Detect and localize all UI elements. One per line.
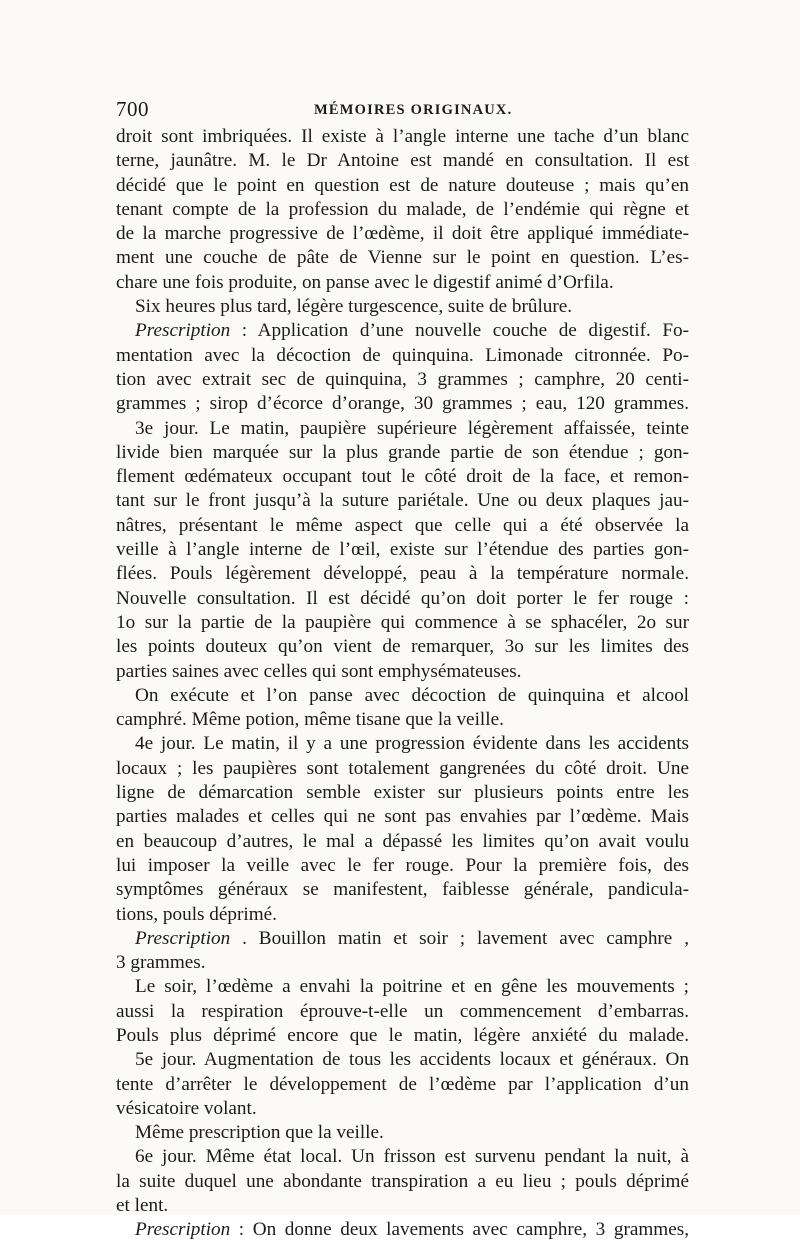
text-line: Prescription : Application d’une nouvelle couche de digestif. Fo- [135,320,689,342]
prescription-label: Prescription [135,1219,231,1241]
text-line: tenant compte de la profession du malade, de l’endémie qui règne et [116,198,689,220]
text-line: Prescription : On donne deux lavements avec camphre, 3 grammes, [135,1219,689,1241]
text-line: tions, pouls déprimé. [116,903,277,925]
text-line: lui imposer la veille avec le fer rouge. Pour la première fois, des [116,854,689,876]
text-line: Six heures plus tard, légère turgescence, suite de brûlure. [135,296,573,318]
text-line: 1o sur la partie de la paupière qui commence à se sphacéler, 2o sur [116,611,689,633]
text-line: et lent. [116,1195,169,1217]
text-line: locaux ; les paupières sont totalement gangrenées du côté droit. Une [116,757,689,779]
text-line: grammes ; sirop d’écorce d’orange, 30 grammes ; eau, 120 grammes. [116,393,689,415]
text-line: mentation avec la décoction de quinquina. Limonade citronnée. Po- [116,344,689,366]
text-line: 3 grammes. [116,952,206,974]
running-title: MÉMOIRES ORIGINAUX. [314,102,513,118]
text-line: vésicatoire volant. [116,1097,257,1119]
text-line: tant sur le front jusqu’à la suture pariétale. Une ou deux plaques jau- [116,490,689,512]
text-line: en beaucoup d’autres, le mal a dépassé les limites qu’on avait voulu [116,830,689,852]
text-line: Le soir, l’œdème a envahi la poitrine et en gêne les mouvements ; [135,976,689,998]
text-line: 6e jour. Même état local. Un frisson est survenu pendant la nuit, à [135,1146,689,1168]
text-line: camphré. Même potion, même tisane que la veille. [116,709,504,731]
prescription-label: Prescription [135,320,231,342]
text-line: veille à l’angle interne de l’œil, existe sur l’étendue des parties gon- [116,539,689,561]
page-header [116,97,688,123]
text-line: droit sont imbriquées. Il existe à l’angle interne une tache d’un blanc [116,126,689,147]
text-line: 4e jour. Le matin, il y a une progression évidente dans les accidents [135,733,689,755]
text-line: terne, jaunâtre. M. le Dr Antoine est mandé en consultation. Il est [116,150,689,172]
text-line: ment une couche de pâte de Vienne sur le point en question. L’es- [116,247,689,269]
text-line: parties malades et celles qui ne sont pas envahies par l’œdème. Mais [116,806,689,828]
text-line: aussi la respiration éprouve-t-elle un commencement d’embarras. [116,1000,689,1022]
text-line: les points douteux qu’on vient de remarquer, 3o sur les limites des [116,636,689,658]
text-line: décidé que le point en question est de nature douteuse ; mais qu’en [116,174,689,196]
text-line: ligne de démarcation semble exister sur plusieurs points entre les [116,782,689,804]
prescription-label: Prescription [135,927,231,949]
text-line: livide bien marquée sur la plus grande partie de son étendue ; gon- [116,441,689,463]
text-line: symptômes généraux se manifestent, faiblesse générale, pandicula- [116,879,689,901]
text-line: parties saines avec celles qui sont emphysémateuses. [116,660,522,682]
text-line: tion avec extrait sec de quinquina, 3 grammes ; camphre, 20 centi- [116,368,689,390]
text-line: chare une fois produite, on panse avec le digestif animé d’Orfila. [116,271,614,293]
text-line: 3e jour. Le matin, paupière supérieure légèrement affaissée, teinte [135,417,689,439]
page-number: 700 [116,97,149,121]
body-text [116,125,689,1243]
text-line: 5e jour. Augmentation de tous les accidents locaux et généraux. On [135,1049,689,1071]
text-line: la suite duquel une abondante transpiration a eu lieu ; pouls déprimé [116,1170,689,1192]
text-line: On exécute et l’on panse avec décoction de quinquina et alcool [135,684,689,706]
text-line: flement œdémateux occupant tout le côté droit de la face, et remon- [116,466,689,488]
text-line: nâtres, présentant le même aspect que celle qui a été observée la [116,514,689,536]
text-line: flées. Pouls légèrement développé, peau à la température normale. [116,563,689,585]
text-line: Même prescription que la veille. [135,1122,384,1144]
text-line: Pouls plus déprimé encore que le matin, légère anxiété du malade. [116,1024,689,1046]
text-line: Nouvelle consultation. Il est décidé qu’on doit porter le fer rouge : [116,587,689,609]
text-line: de la marche progressive de l’œdème, il doit être appliqué immédiate- [116,223,689,245]
text-line: Prescription . Bouillon matin et soir ; lavement avec camphre , [135,927,689,949]
text-line: tente d’arrêter le développement de l’œdème par l’application d’un [116,1073,689,1095]
